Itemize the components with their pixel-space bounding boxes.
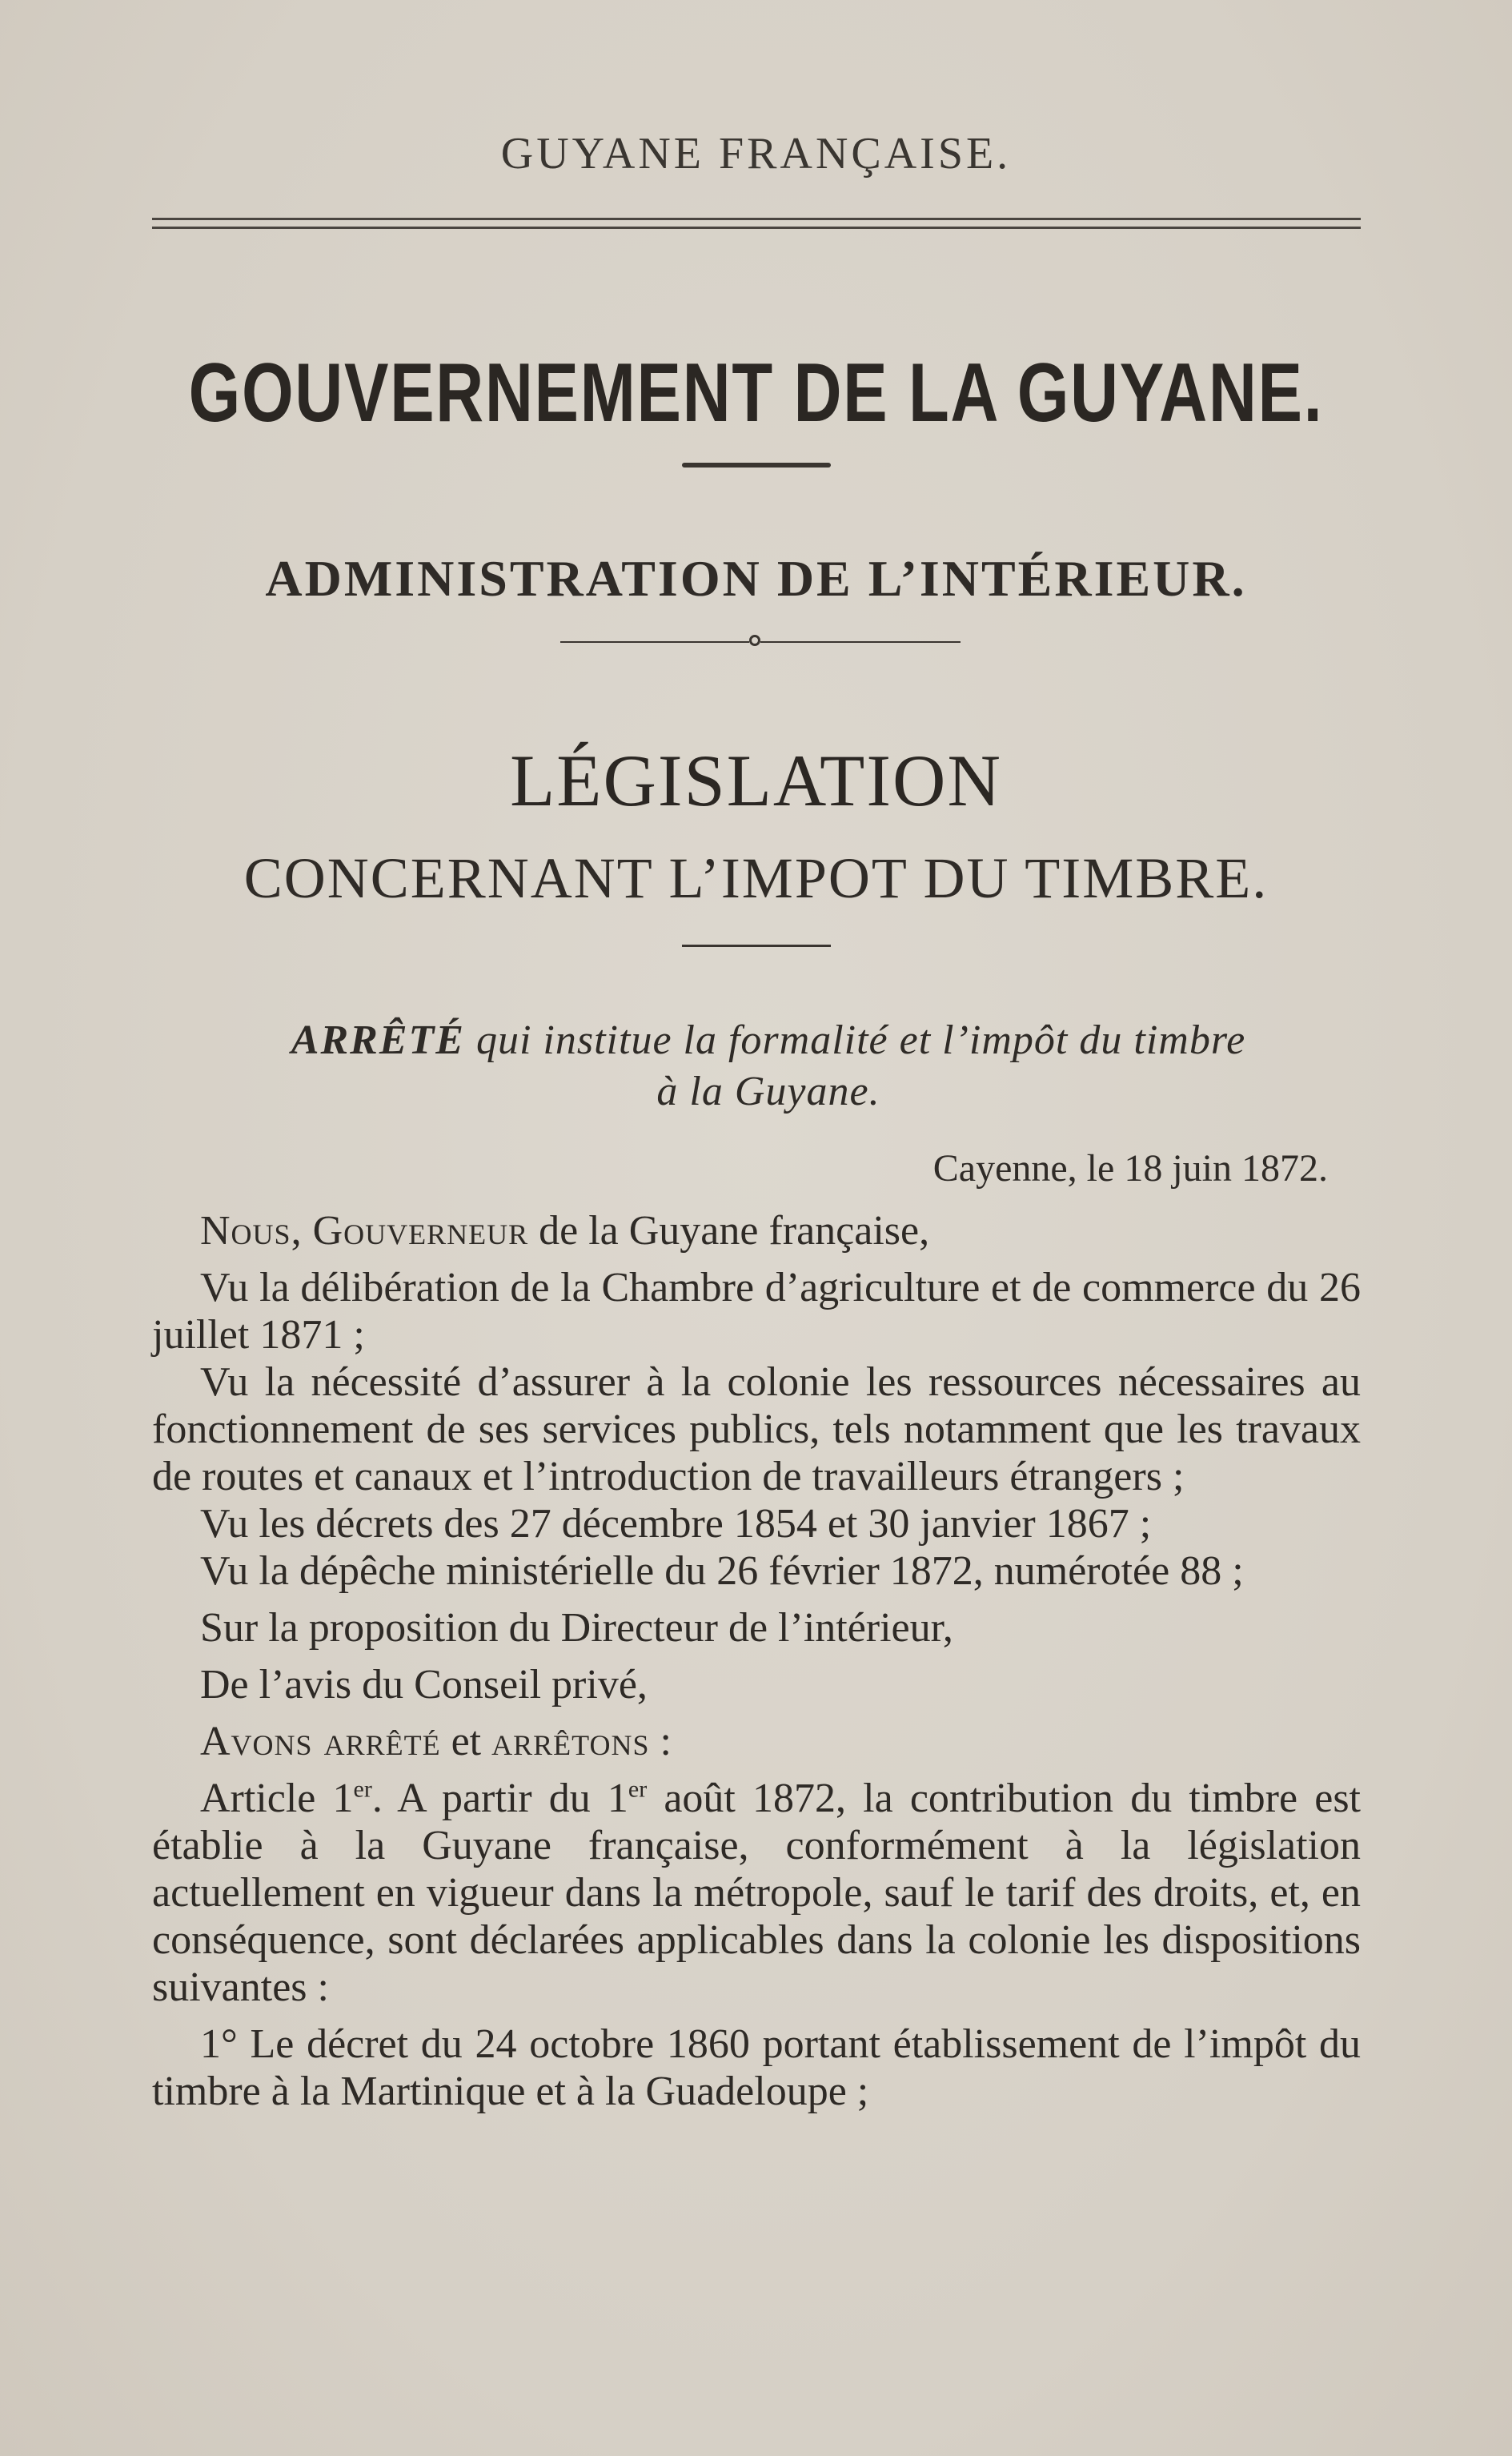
legislation-subtitle: CONCERNANT L’IMPOT DU TIMBRE. [243, 846, 1269, 910]
short-rule-divider-2 [682, 945, 831, 947]
opening-rest: de la Guyane française, [539, 1208, 930, 1254]
article-1-paragraph [152, 1775, 1361, 2011]
ornament-divider [560, 632, 961, 652]
article-text-b: août 1872, la contribution du timbre est établie à la Guyane française, conformément à la législation actuellement en vigueur dans la métropole, sauf le tarif des droits, et, en conséquence, sont déclarées applicables dans la colonie les dispositions suivantes : [152, 1776, 1361, 2010]
vu-paragraph-1: Vu la délibération de la Chambre d’agriculture et de commerce du 26 juillet 1871 ; [152, 1265, 1361, 1358]
place-date: Cayenne, le 18 juin 1872. [932, 1147, 1328, 1190]
arrete-lead: ARRÊTÉ [291, 1017, 465, 1063]
arretons: arrêtons [491, 1719, 650, 1764]
legislation-title: LÉGISLATION [510, 740, 1002, 821]
ornament-circle-icon [749, 635, 760, 646]
avis-paragraph: De l’avis du Conseil privé, [200, 1662, 648, 1708]
short-rule-divider [682, 463, 831, 468]
proposition-paragraph: Sur la proposition du Directeur de l’intérieur, [200, 1605, 953, 1651]
avons-arrete: Avons arrêté [200, 1719, 441, 1764]
avons-colon: : [660, 1719, 672, 1764]
article-text-a: . A partir du 1 [371, 1776, 628, 1821]
item-1-paragraph: 1° Le décret du 24 octobre 1860 portant établissement de l’impôt du timbre à la Martinique et à la Guadeloupe ; [152, 2021, 1361, 2114]
government-title: GOUVERNEMENT DE LA GUYANE. [188, 347, 1324, 439]
vu-paragraph-3: Vu les décrets des 27 décembre 1854 et 30 janvier 1867 ; [200, 1501, 1152, 1547]
article-label-sup: er [353, 1776, 372, 1803]
country-heading: GUYANE FRANÇAISE. [500, 129, 1012, 179]
opening-lead: Nous, [200, 1208, 303, 1254]
arrete-line1: qui institue la formalité et l’impôt du timbre [475, 1017, 1246, 1063]
avons-paragraph [152, 1718, 1361, 1765]
opening-title: Gouverneur [312, 1208, 529, 1254]
decree-body [152, 1207, 1361, 2115]
vu-paragraph-4: Vu la dépêche ministérielle du 26 février 1872, numérotée 88 ; [200, 1548, 1244, 1594]
arrete-line2: à la Guyane. [656, 1069, 880, 1114]
avons-et: et [451, 1719, 482, 1764]
article-label: Article 1 [200, 1776, 354, 1821]
administration-heading: ADMINISTRATION DE L’INTÉRIEUR. [265, 550, 1247, 607]
arrete-heading [208, 1015, 1329, 1118]
ornament-right-line [760, 641, 961, 643]
double-rule-divider [152, 218, 1361, 229]
article-date-sup: er [628, 1776, 648, 1803]
vu-paragraph-2: Vu la nécessité d’assurer à la colonie les ressources nécessaires au fonctionnement de ses services publics, tels notamment que les travaux de routes et canaux et l’introduction de travailleurs étrangers ; [152, 1359, 1361, 1499]
ornament-left-line [560, 641, 749, 643]
opening-paragraph [152, 1207, 1361, 1254]
